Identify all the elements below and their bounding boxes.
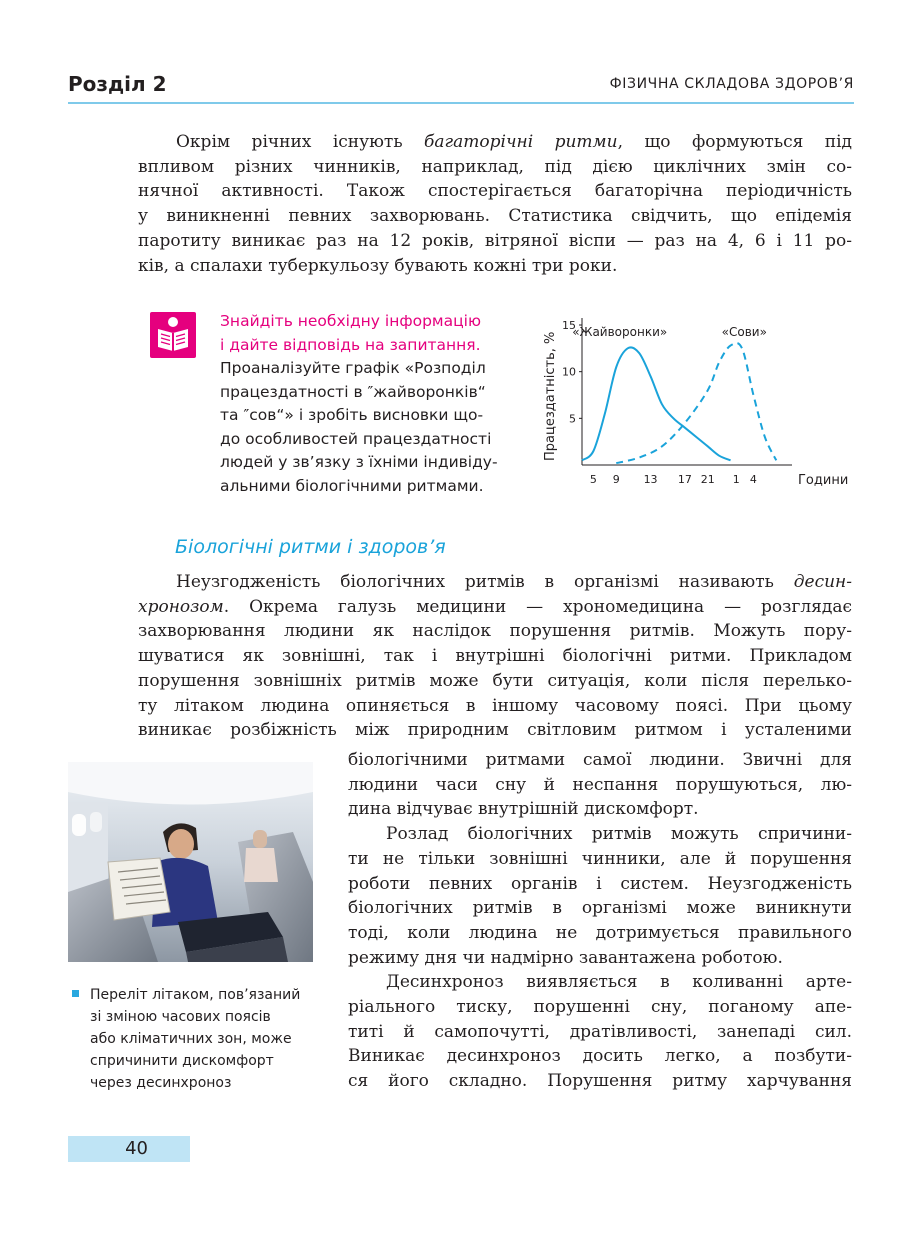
text-segment: шуватися як зовнішні, так і внутрішні біологічні ритми. Прикладом: [138, 646, 852, 667]
page-header: [68, 72, 854, 104]
italic-term: хронозом: [138, 596, 224, 617]
text-line: [138, 254, 852, 279]
y-tick-label: 15: [562, 319, 576, 332]
text-line: [138, 619, 852, 644]
text-line: режиму дня чи надмірно завантажена роботою.: [348, 947, 783, 968]
text-line: Десинхроноз виявляється в коливанні арте-: [386, 972, 852, 993]
text-line: [138, 644, 852, 669]
text-segment: порушення зовнішніх ритмів може бути ситуація, коли після перелько-: [138, 670, 852, 691]
chart-series: [582, 343, 776, 463]
text-segment: захворювання людини як наслідок порушення ритмів. Можуть пору-: [138, 621, 852, 642]
caption-line: або кліматичних зон, може: [90, 1031, 292, 1047]
text-line: [138, 694, 852, 719]
x-tick-label: 21: [700, 473, 715, 486]
caption-bullet-icon: [72, 990, 79, 997]
text-line: ся його складно. Порушення ритму харчування: [348, 1071, 852, 1092]
series-line-1: [616, 343, 776, 463]
caption-line: Переліт літаком, пов’язаний: [90, 987, 301, 1003]
task-question-line: Проаналізуйте графік «Розподіл: [220, 359, 486, 377]
task-instruction: [220, 310, 520, 357]
page-number-box: [68, 1136, 190, 1162]
series-line-0: [582, 347, 731, 460]
performance-chart: [530, 310, 860, 495]
text-line: [138, 669, 852, 694]
text-line: [138, 204, 852, 229]
task-question-line: альними біологічними ритмами.: [220, 476, 484, 495]
text-segment: ків, а спалахи туберкульозу бувають кожні три роки.: [138, 255, 618, 276]
text-segment: виникає розбіжність між природним світловим ритмом і усталеними: [138, 720, 852, 741]
x-tick-label: 1: [732, 473, 740, 486]
text-segment: ту літаком людина опиняється в іншому часовому поясі. При цьому: [138, 695, 852, 716]
paragraph-multiyear-rhythms: [138, 130, 852, 278]
text-line: [138, 155, 852, 180]
reading-book-icon: [150, 312, 196, 358]
chart-ticks: [562, 319, 757, 486]
text-segment: впливом різних чинників, наприклад, під дією циклічних змін со-: [138, 156, 852, 177]
y-tick-label: 10: [562, 365, 576, 379]
text-line: ріального тиску, порушенні сну, поганому апе-: [348, 997, 852, 1018]
caption-line: через десинхроноз: [90, 1075, 232, 1091]
task-question-line: до особливостей працездатності: [220, 429, 492, 448]
x-tick-label: 13: [643, 473, 658, 486]
chart-labels: [543, 325, 848, 488]
x-tick-label: 4: [749, 473, 757, 486]
text-segment: Неузгодженість біологічних ритмів в організмі називають: [176, 572, 794, 592]
paragraph-rhythm-disorder: [348, 748, 852, 1094]
text-line: [138, 718, 852, 743]
italic-term: десин-: [793, 572, 852, 592]
header-rule: [68, 102, 854, 104]
series-label: «Жайворонки»: [572, 325, 668, 339]
task-question-line: працездатності в ″жайворонків“: [220, 382, 486, 401]
task-instruction-line: і дайте відповідь на запитання.: [220, 335, 481, 354]
section-label: Розділ 2: [68, 72, 167, 96]
paragraph-desynchronosis: [138, 570, 852, 743]
x-axis-label: Години: [798, 473, 849, 488]
y-axis-label: Працездатність, %: [543, 331, 558, 461]
task-question-line: людей у зв’язку з їхніми індивіду-: [220, 453, 498, 471]
text-line: біологічними ритмами самої людини. Звичні для: [348, 750, 852, 770]
task-text: [220, 310, 520, 498]
text-line: титі й самопочутті, дратівливості, занепаді сил.: [348, 1021, 852, 1042]
text-line: [138, 179, 852, 204]
text-line: [138, 229, 852, 254]
text-line: [138, 595, 852, 620]
text-line: [138, 130, 852, 155]
caption-line: спричинити дискомфорт: [90, 1053, 274, 1069]
task-question: [220, 357, 520, 498]
chart-axes: [582, 318, 792, 465]
airplane-passenger-photo: [68, 762, 313, 962]
text-segment: у виникненні певних захворювань. Статистика свідчить, що епідемія: [138, 206, 852, 227]
series-label: «Сови»: [721, 325, 767, 339]
task-question-line: та ″сов“» і зробіть висновки що-: [220, 406, 484, 424]
text-line: людини часи сну й неспання порушуються, лю-: [348, 774, 852, 795]
caption-line: зі зміною часових поясів: [90, 1009, 271, 1025]
x-tick-label: 9: [612, 473, 620, 486]
text-segment: , що формуються під: [617, 132, 853, 152]
text-segment: Окрім річних існують: [176, 132, 425, 152]
x-tick-label: 17: [677, 473, 692, 486]
chapter-topic: ФІЗИЧНА СКЛАДОВА ЗДОРОВ’Я: [609, 76, 854, 92]
text-segment: паротиту виникає раз на 12 років, вітряної віспи — раз на 4, 6 і 11 ро-: [138, 230, 852, 251]
text-segment: . Окрема галузь медицини — хрономедицина — розглядає: [223, 596, 852, 617]
text-line: роботи певних органів і систем. Неузгодженість: [348, 873, 852, 894]
text-line: Розлад біологічних ритмів можуть спричини-: [386, 824, 852, 845]
page-number: 40: [125, 1138, 148, 1159]
text-segment: нячної активності. Також спостерігається багаторічна періодичність: [138, 181, 852, 202]
y-tick-label: 5: [569, 412, 576, 426]
italic-term: багаторічні ритми: [424, 132, 618, 152]
text-line: тоді, коли людина не дотримується правильного: [348, 922, 852, 943]
text-line: Виникає десинхроноз досить легко, а позбути-: [348, 1046, 852, 1067]
x-tick-label: 5: [589, 473, 597, 486]
task-instruction-line: Знайдіть необхідну інформацію: [220, 312, 482, 330]
text-line: біологічних ритмів в організмі може виникнути: [348, 898, 852, 919]
section-subtitle: Біологічні ритми і здоров’я: [175, 536, 446, 558]
text-line: дина відчуває внутрішній дискомфорт.: [348, 799, 699, 820]
caption-text: [90, 984, 320, 1094]
text-line: ти не тільки зовнішні чинники, але й порушення: [348, 848, 852, 869]
text-line: [138, 570, 852, 595]
